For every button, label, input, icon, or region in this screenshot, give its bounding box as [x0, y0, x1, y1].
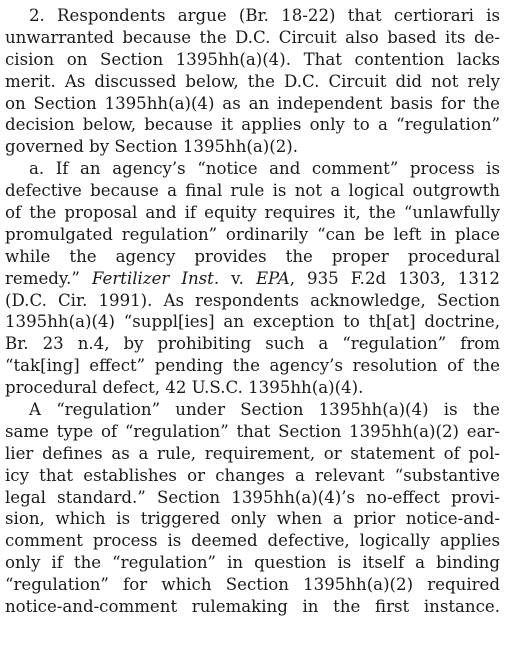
text-line: a. If an agency’s “notice and comment” process is [29, 159, 500, 179]
text-line: 2. Respondents argue (Br. 18-22) that certiorari is [29, 6, 500, 25]
text-line: (D.C. Cir. 1991). As respondents acknowledge, Section [5, 290, 500, 310]
text-line: procedural defect, 42 U.S.C. 1395hh(a)(4). [5, 378, 364, 398]
text-line: icy that establishes or changes a relevant “substantive [5, 465, 500, 485]
citation-lead: remedy.” [5, 268, 80, 288]
text-line: decision below, because it applies only to a “regulation” [5, 115, 500, 135]
document-page [5, 5, 500, 618]
text-line: sion, which is triggered only when a prior notice-and- [5, 509, 500, 529]
text-line: Br. 23 n.4, by prohibiting such a “regulation” from [5, 334, 500, 354]
text-line: unwarranted because the D.C. Circuit also based its de- [5, 27, 500, 47]
text-line: cision on Section 1395hh(a)(4). That contention lacks [5, 49, 500, 69]
text-line: promulgated regulation” ordinarily “can be left in place [5, 224, 500, 244]
text-line: “tak[ing] effect” pending the agency’s resolution of the [5, 356, 500, 376]
text-line: comment process is deemed defective, logically applies [5, 531, 500, 551]
text-line: legal standard.” Section 1395hh(a)(4)’s no-effect provi- [5, 487, 500, 507]
paragraph-2 [5, 5, 500, 158]
citation-line [5, 268, 500, 290]
text-line: of the proposal and if equity requires it, the “unlawfully [5, 203, 500, 223]
text-line: only if the “regulation” in question is itself a binding [5, 553, 500, 573]
text-line: on Section 1395hh(a)(4) as an independent basis for the [5, 93, 500, 113]
case-versus: v. [219, 268, 256, 288]
paragraph-a [5, 158, 500, 399]
text-line: same type of “regulation” that Section 1395hh(a)(2) ear- [5, 421, 500, 441]
case-reporter: , 935 F.2d 1303, 1312 [289, 268, 500, 288]
text-line: merit. As discussed below, the D.C. Circuit did not rely [5, 71, 500, 91]
text-line: A “regulation” under Section 1395hh(a)(4) is the [29, 400, 500, 420]
case-name: Fertilizer Inst. [91, 268, 220, 288]
text-line: lier defines as a rule, requirement, or statement of pol- [5, 443, 500, 463]
case-party: EPA [255, 268, 290, 288]
text-line: 1395hh(a)(4) “suppl[ies] an exception to th[at] doctrine, [5, 312, 500, 332]
paragraph-3 [5, 399, 500, 618]
text-line: notice-and-comment rulemaking in the first instance. [5, 597, 500, 617]
text-line: while the agency provides the proper procedural [5, 246, 500, 266]
text-line: governed by Section 1395hh(a)(2). [5, 137, 299, 157]
text-line: defective because a final rule is not a logical outgrowth [5, 181, 500, 201]
text-line: “regulation” for which Section 1395hh(a)(2) required [5, 575, 500, 595]
